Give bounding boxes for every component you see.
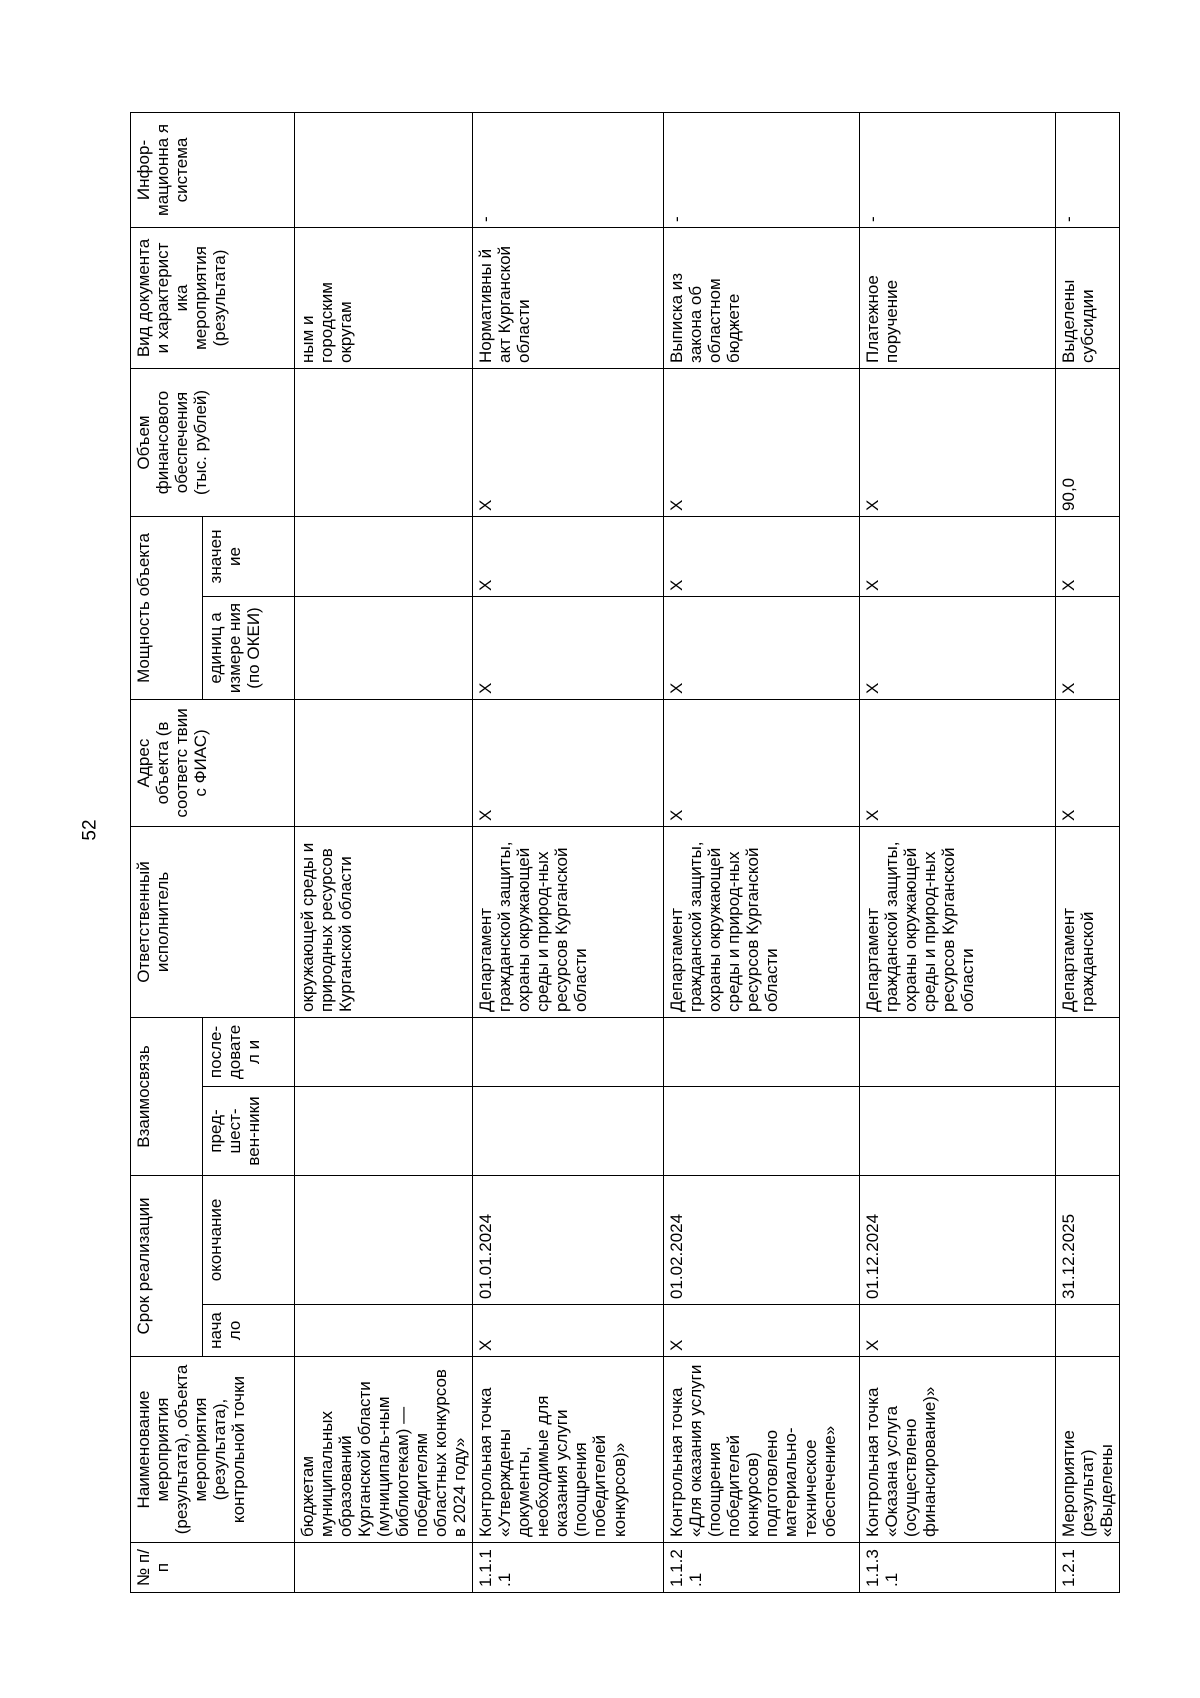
cell-pred xyxy=(664,1086,860,1175)
rotated-page-content xyxy=(130,113,1117,1593)
header-term: Срок реализации xyxy=(131,1175,203,1356)
table-header xyxy=(131,112,295,1592)
table-body xyxy=(295,112,1120,1592)
cell-responsible: Департамент гражданской защиты, охраны окружающей среды и природ-ных ресурсов Курганской области xyxy=(664,826,860,1017)
header-term-start: начало xyxy=(203,1305,295,1357)
table-row xyxy=(473,112,664,1592)
header-document: Вид документа и характерист ика мероприятия (результата) xyxy=(131,227,295,368)
cell-succ xyxy=(295,1017,473,1086)
cell-unit: X xyxy=(664,596,860,699)
cell-unit: X xyxy=(860,596,1056,699)
cell-document: ным и городским округам xyxy=(295,227,473,368)
header-link: Взаимосвязь xyxy=(131,1017,203,1175)
cell-number: 1.2.1 xyxy=(1056,1543,1120,1593)
cell-address: X xyxy=(473,699,664,826)
cell-value: X xyxy=(1056,516,1120,596)
header-term-end: окончание xyxy=(203,1175,295,1304)
cell-responsible: окружающей среды и природных ресурсов Курганской области xyxy=(295,826,473,1017)
cell-number: 1.1.3.1 xyxy=(860,1543,1056,1593)
cell-financing: X xyxy=(664,368,860,516)
cell-pred xyxy=(473,1086,664,1175)
cell-financing: 90,0 xyxy=(1056,368,1120,516)
cell-document: Выписка из закона об областном бюджете xyxy=(664,227,860,368)
cell-name: Контрольная точка «Для оказания услуги (поощрения победителей конкурсов) подготовлено материально-техническое обеспечение» xyxy=(664,1357,860,1543)
cell-value: X xyxy=(860,516,1056,596)
cell-unit: X xyxy=(473,596,664,699)
cell-end: 31.12.2025 xyxy=(1056,1175,1120,1304)
cell-pred xyxy=(295,1086,473,1175)
cell-document: Выделены субсидии xyxy=(1056,227,1120,368)
cell-start: X xyxy=(860,1305,1056,1357)
cell-unit: X xyxy=(1056,596,1120,699)
header-name: Наименование мероприятия (результата), объекта мероприятия (результата), контрольной точки xyxy=(131,1357,295,1543)
page-number-text: 52 xyxy=(79,819,101,841)
header-link-pred: пред-шест-вен-ники xyxy=(203,1086,295,1175)
header-number: № п/п xyxy=(131,1543,295,1593)
cell-document: Нормативны й акт Курганской области xyxy=(473,227,664,368)
table-row xyxy=(664,112,860,1592)
cell-financing xyxy=(295,368,473,516)
header-power: Мощность объекта xyxy=(131,516,203,699)
cell-start: X xyxy=(664,1305,860,1357)
header-power-value: значен ие xyxy=(203,516,295,596)
header-info-system: Инфор-мационна я система xyxy=(131,112,295,227)
cell-address: X xyxy=(860,699,1056,826)
implementation-plan-table xyxy=(130,112,1120,1593)
cell-value: X xyxy=(473,516,664,596)
header-address: Адрес объекта (в соответс твии с ФИАС) xyxy=(131,699,295,826)
cell-name: Контрольная точка «Оказана услуга (осуществлено финансирование)» xyxy=(860,1357,1056,1543)
table-row xyxy=(295,112,473,1592)
cell-end: 01.02.2024 xyxy=(664,1175,860,1304)
cell-start xyxy=(1056,1305,1120,1357)
cell-number: 1.1.1.1 xyxy=(473,1543,664,1593)
cell-responsible: Департамент гражданской защиты, охраны окружающей среды и природ-ных ресурсов Курганской области xyxy=(860,826,1056,1017)
cell-name: Мероприятие (результат) «Выделены xyxy=(1056,1357,1120,1543)
cell-responsible: Департамент гражданской xyxy=(1056,826,1120,1017)
table-row xyxy=(860,112,1056,1592)
cell-address: X xyxy=(664,699,860,826)
cell-name: Контрольная точка «Утверждены документы, необходимые для оказания услуги (поощрения победителей конкурсов)» xyxy=(473,1357,664,1543)
cell-value xyxy=(295,516,473,596)
header-power-unit: единиц а измере ния (по ОКЕИ) xyxy=(203,596,295,699)
cell-end xyxy=(295,1175,473,1304)
cell-info-system: - xyxy=(664,112,860,227)
cell-pred xyxy=(1056,1086,1120,1175)
cell-number xyxy=(295,1543,473,1593)
header-financing: Объем финансового обеспечения (тыс. рублей) xyxy=(131,368,295,516)
cell-succ xyxy=(473,1017,664,1086)
cell-info-system xyxy=(295,112,473,227)
cell-value: X xyxy=(664,516,860,596)
cell-end: 01.12.2024 xyxy=(860,1175,1056,1304)
header-row-top xyxy=(131,112,203,1592)
cell-succ xyxy=(860,1017,1056,1086)
cell-address: X xyxy=(1056,699,1120,826)
cell-financing: X xyxy=(860,368,1056,516)
cell-end: 01.01.2024 xyxy=(473,1175,664,1304)
cell-financing: X xyxy=(473,368,664,516)
cell-succ xyxy=(1056,1017,1120,1086)
cell-info-system: - xyxy=(860,112,1056,227)
cell-number: 1.1.2.1 xyxy=(664,1543,860,1593)
cell-info-system: - xyxy=(473,112,664,227)
cell-start xyxy=(295,1305,473,1357)
page-number xyxy=(76,800,106,860)
cell-unit xyxy=(295,596,473,699)
header-responsible: Ответственный исполнитель xyxy=(131,826,295,1017)
cell-succ xyxy=(664,1017,860,1086)
cell-document: Платежное поручение xyxy=(860,227,1056,368)
cell-info-system: - xyxy=(1056,112,1120,227)
table-row xyxy=(1056,112,1120,1592)
header-link-succ: после-довател и xyxy=(203,1017,295,1086)
cell-start: X xyxy=(473,1305,664,1357)
cell-address xyxy=(295,699,473,826)
cell-responsible: Департамент гражданской защиты, охраны окружающей среды и природ-ных ресурсов Курганской области xyxy=(473,826,664,1017)
cell-pred xyxy=(860,1086,1056,1175)
cell-name: бюджетам муниципальных образований Курганской области (муниципаль-ным библиотекам) — победителям областных конкурсов в 2024 году» xyxy=(295,1357,473,1543)
